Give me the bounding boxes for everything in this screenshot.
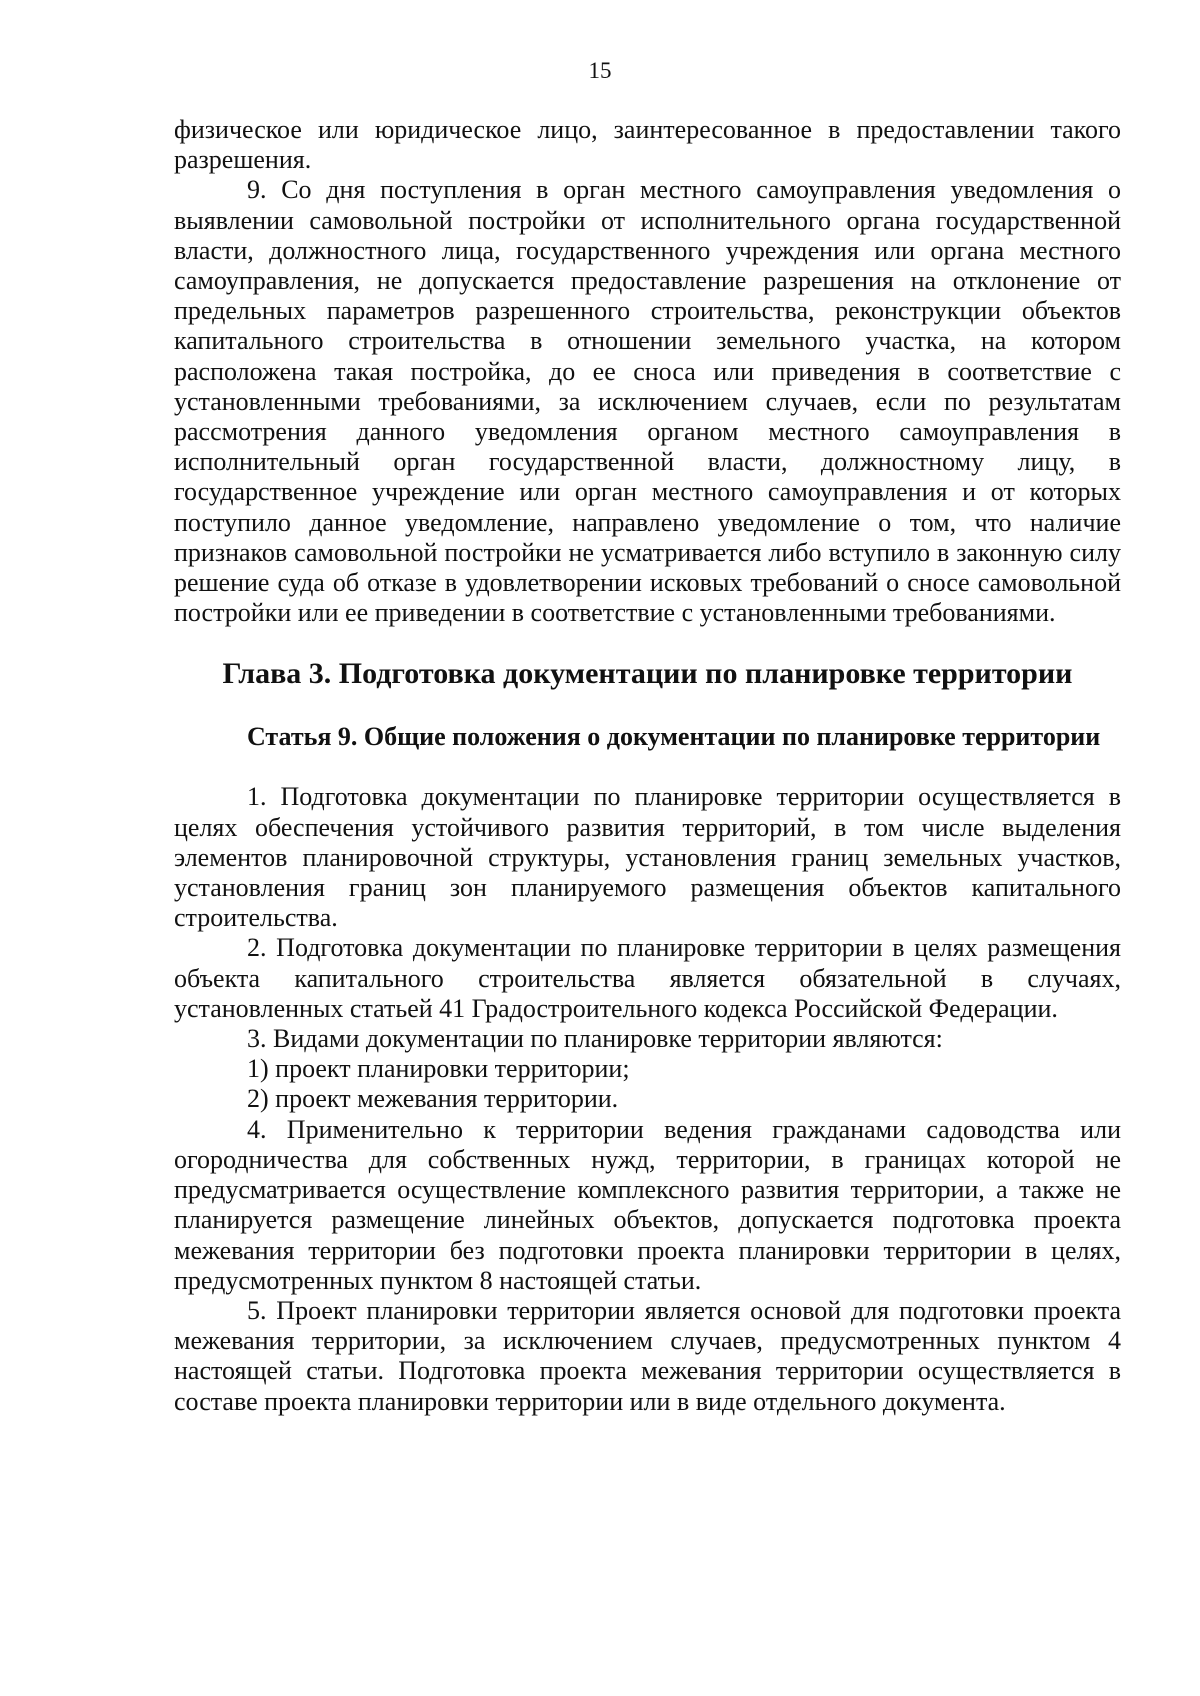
document-body xyxy=(174,115,1121,1417)
chapter-title: Глава 3. Подготовка документации по планировке территории xyxy=(222,657,1073,691)
paragraph-continuation: физическое или юридическое лицо, заинтересованное в предоставлении такого разрешения. xyxy=(174,115,1121,175)
paragraph-5: 5. Проект планировки территории является основой для подготовки проекта межевания территории, за исключением случаев, предусмотренных пунктом 4 настоящей статьи. Подготовка проекта межевания территории осуществляется в составе проекта планировки территории или в виде отдельного документа. xyxy=(174,1295,1121,1416)
article-body xyxy=(174,782,1121,1416)
article-title: Статья 9. Общие положения о документации по планировке территории xyxy=(247,722,1101,752)
paragraph-4: 4. Применительно к территории ведения гражданами садоводства или огородничества для собственных нужд, территории, в границах которой не предусматривается осуществление комплексного развития территории, а также не планируется размещение линейных объектов, допускается подготовка проекта межевания территории без подготовки проекта планировки территории в целях, предусмотренных пунктом 8 настоящей статьи. xyxy=(174,1114,1121,1295)
paragraph-2: 2. Подготовка документации по планировке территории в целях размещения объекта капитального строительства является обязательной в случаях, установленных статьей 41 Градостроительного кодекса Российской Федерации. xyxy=(174,933,1121,1023)
page-number: 15 xyxy=(588,58,612,83)
paragraph-1: 1. Подготовка документации по планировке территории осуществляется в целях обеспечения устойчивого развития территорий, в том числе выделения элементов планировочной структуры, установления границ земельных участков, установления границ зон планируемого размещения объектов капитального строительства. xyxy=(174,782,1121,933)
paragraph-item-9: 9. Со дня поступления в орган местного самоуправления уведомления о выявлении самовольной постройки от исполнительного органа государственной власти, должностного лица, государственного учреждения или органа местного самоуправления, не допускается предоставление разрешения на отклонение от предельных параметров разрешенного строительства, реконструкции объектов капитального строительства в отношении земельного участка, на котором расположена такая постройка, до ее сноса или приведения в соответствие с установленными требованиями, за исключением случаев, если по результатам рассмотрения данного уведомления органом местного самоуправления в исполнительный орган государственной власти, должностному лицу, в государственное учреждение или орган местного самоуправления и от которых поступило данное уведомление, направлено уведомление о том, что наличие признаков самовольной постройки не усматривается либо вступило в законную силу решение суда об отказе в удовлетворении исковых требований о сносе самовольной постройки или ее приведении в соответствие с установленными требованиями. xyxy=(174,175,1121,628)
list-item-2: 2) проект межевания территории. xyxy=(247,1084,619,1114)
list-item-1: 1) проект планировки территории; xyxy=(247,1054,630,1084)
paragraph-3: 3. Видами документации по планировке территории являются: xyxy=(247,1024,943,1054)
